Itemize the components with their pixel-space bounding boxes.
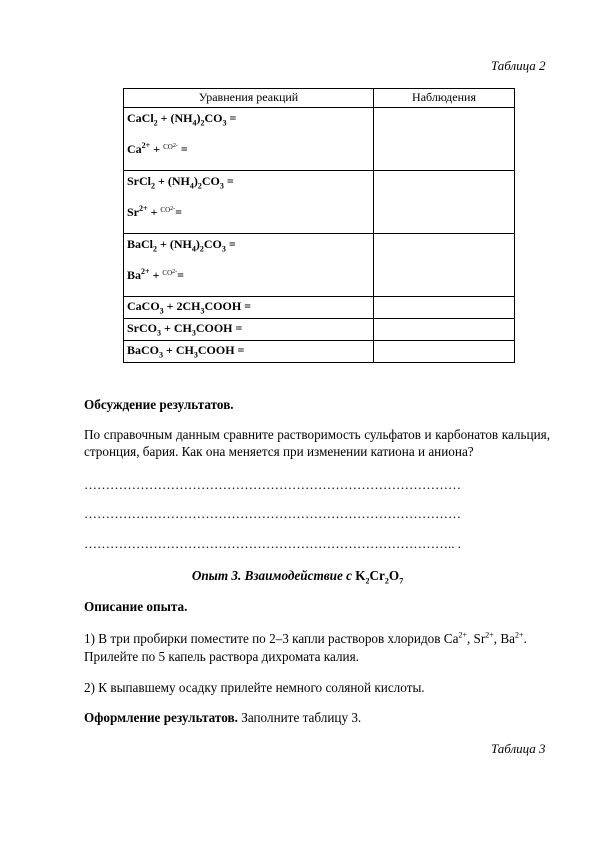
step-2-text: 2) К выпавшему осадку прилейте немного соляной кислоты. xyxy=(84,680,425,695)
table-2 xyxy=(123,88,515,363)
header-observations: Наблюдения xyxy=(374,89,515,108)
observation-cell[interactable] xyxy=(374,108,515,171)
observation-cell[interactable] xyxy=(374,319,515,341)
table-row xyxy=(124,297,515,319)
table-header-row xyxy=(124,89,515,108)
header-equations: Уравнения реакций xyxy=(124,89,374,108)
observation-cell[interactable] xyxy=(374,297,515,319)
equation-line-ionic: $Ba^{2+} + ^{CO2-}=$ xyxy=(127,267,184,282)
equation-line-molecular: CaCl$_2$ + $(NH_4)_2CO_3$ = xyxy=(127,111,237,128)
description-heading: Описание опыта. xyxy=(84,599,188,614)
answer-line-3: ………………………………………………………………………….. . xyxy=(84,536,461,551)
equation-cell: SrCO$_3$ + $CH_3COOH$ = xyxy=(124,319,374,341)
equation-cell: BaCO$_3$ + $CH_3COOH$ = xyxy=(124,341,374,363)
equation-cell xyxy=(124,234,374,297)
discussion-text: По справочным данным сравните растворимость сульфатов и карбонатов кальция, стронция, бария. Как она меняется при изменении катиона и аниона? xyxy=(84,427,550,459)
results-heading: Оформление результатов. xyxy=(84,710,238,725)
observation-cell[interactable] xyxy=(374,171,515,234)
equation-cell xyxy=(124,171,374,234)
table-row xyxy=(124,234,515,297)
answer-line-1: …………………………………………………………………………… xyxy=(84,477,461,492)
equation-cell: CaCO$_3$ + $2CH_3COOH$ = xyxy=(124,297,374,319)
experiment-3-title: Опыт 3. Взаимодействие с $K_2Cr_2O_7$ xyxy=(191,568,404,586)
table-row xyxy=(124,171,515,234)
table-row xyxy=(124,108,515,171)
table-row xyxy=(124,341,515,363)
equation-line-molecular: BaCl$_2$ + $(NH_4)_2CO_3$ = xyxy=(127,237,236,254)
equation-line-molecular: SrCl$_2$ + $(NH_4)_2CO_3$ = xyxy=(127,174,234,191)
observation-cell[interactable] xyxy=(374,341,515,363)
step-1-text: 1) В три пробирки поместите по 2–3 капли растворов хлоридов $Ca^{2+}$, $Sr^{2+}$, $Ba^{2+}$. xyxy=(84,630,527,646)
discussion-heading: Обсуждение результатов. xyxy=(84,397,234,412)
equation-cell xyxy=(124,108,374,171)
step-1-line-2: Прилейте по 5 капель раствора дихромата калия. xyxy=(84,649,359,664)
observation-cell[interactable] xyxy=(374,234,515,297)
results-paragraph xyxy=(84,709,361,726)
table-row xyxy=(124,319,515,341)
answer-line-2: …………………………………………………………………………… xyxy=(84,506,461,521)
equation-line-ionic: $Ca^{2+} + ^{CO2-}$ = xyxy=(127,141,188,156)
results-text: Заполните таблицу 3. xyxy=(237,710,362,725)
equation-line-ionic: $Sr^{2+} + ^{CO2-}=$ xyxy=(127,204,182,219)
table-2-caption: Таблица 2 xyxy=(491,58,546,73)
table-3-caption: Таблица 3 xyxy=(491,741,546,756)
